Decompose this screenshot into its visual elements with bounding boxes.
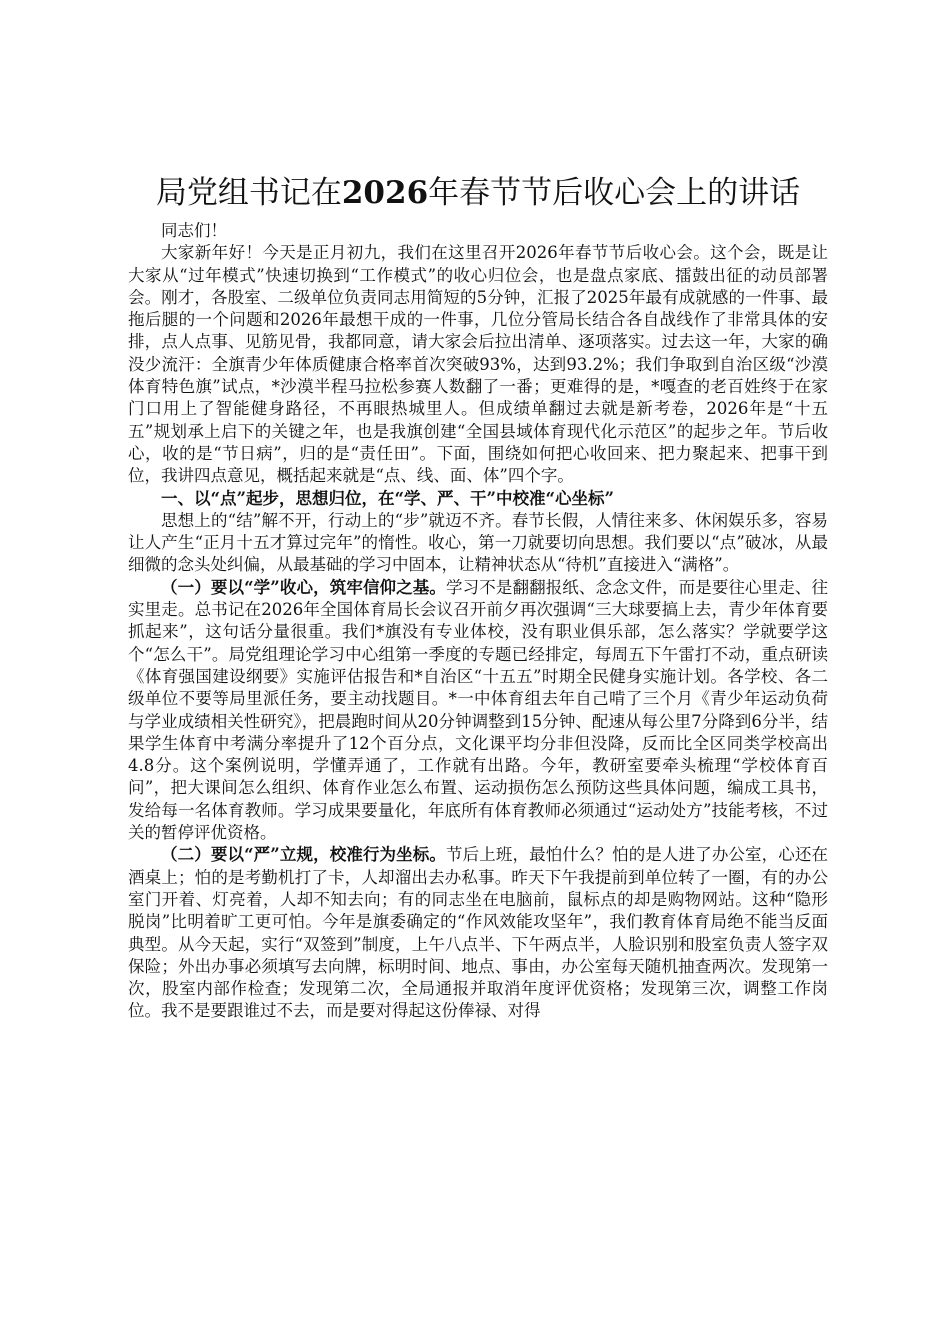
- title-part-2: 年春节节后收心会上的讲话: [428, 175, 801, 211]
- paragraph-study: [128, 577, 828, 845]
- salutation: 同志们！: [161, 221, 227, 240]
- title-part-1: 局党组书记在: [155, 175, 342, 211]
- title-year: 2026: [341, 175, 429, 211]
- subheading-study: （一）要以“学”收心，筑牢信仰之基。: [161, 577, 447, 597]
- paragraph-discipline: [128, 844, 828, 1022]
- paragraph-thought: 思想上的“结”解不开，行动上的“步”就迈不齐。春节长假，人情往来多、休闲娱乐多，容易让人产生“正月十五才算过完年”的惰性。收心，第一刀就要切向思想。我们要以“点”破冰，从最细微的念头处纠偏，从最基础的学习中固本，让精神状态从“待机”直接进入“满格”。: [128, 510, 828, 575]
- subheading-discipline: （二）要以“严”立规，校准行为坐标。: [161, 845, 447, 865]
- paragraph-opening: 大家新年好！今天是正月初九，我们在这里召开2026年春节节后收心会。这个会，既是让大家从“过年模式”快速切换到“工作模式”的收心归位会，也是盘点家底、擂鼓出征的动员部署会。刚才，各股室、二级单位负责同志用简短的5分钟，汇报了2025年最有成就感的一件事、最拖后腿的一个问题和2026年最想干成的一件事，几位分管局长结合各自战线作了非常具体的安排，点人点事、见筋见骨，我都同意，请大家会后拉出清单、逐项落实。过去这一年，大家的确没少流汗：全旗青少年体质健康合格率首次突破93%，达到93.2%；我们争取到自治区级“沙漠体育特色旗”试点，*沙漠半程马拉松参赛人数翻了一番；更难得的是，*嘎查的老百姓终于在家门口用上了智能健身路径，不再眼热城里人。但成绩单翻过去就是新考卷，2026年是“十五五”规划承上启下的关键之年，也是我旗创建“全国县域体育现代化示范区”的起步之年。节后收心，收的是“节日病”，归的是“责任田”。下面，围绕如何把心收回来、把力聚起来、把事干到位，我讲四点意见，概括起来就是“点、线、面、体”四个字。: [128, 243, 828, 486]
- document-content: [128, 170, 828, 1023]
- document-body: [128, 220, 828, 1023]
- paragraph-study-text: 学习不是翻翻报纸、念念文件，而是要往心里走、往实里走。总书记在2026年全国体育局长会议召开前夕再次强调“三大球要搞上去，青少年体育要抓起来”，这句话分量很重。我们*旗没有专业体校，没有职业俱乐部，怎么落实？学就要学这个“怎么干”。局党组理论学习中心组第一季度的专题已经排定，每周五下午雷打不动，重点研读《体育强国建设纲要》实施评估报告和*自治区“十五五”时期全民健身实施计划。各学校、各二级单位不要等局里派任务，要主动找题目。*一中体育组去年自己啃了三个月《青少年运动负荷与学业成绩相关性研究》，把晨跑时间从20分钟调整到15分钟、配速从每公里7分降到6分半，结果学生体育中考满分率提升了12个百分点，文化课平均分非但没降，反而比全区同类学校高出4.8分。这个案例说明，学懂弄通了，工作就有出路。今年，教研室要牵头梳理“学校体育百问”，把大课间怎么组织、体育作业怎么布置、运动损伤怎么预防这些具体问题，编成工具书，发给每一名体育教师。学习成果要量化，年底所有体育教师必须通过“运动处方”技能考核，不过关的暂停评优资格。: [128, 577, 828, 843]
- paragraph-discipline-text: 节后上班，最怕什么？怕的是人进了办公室，心还在酒桌上；怕的是考勤机打了卡，人却溜出去办私事。昨天下午我提前到单位转了一圈，有的办公室门开着、灯亮着，人却不知去向；有的同志坐在电脑前，鼠标点的却是购物网站。这种“隐形脱岗”比明着旷工更可怕。今年是旗委确定的“作风效能攻坚年”，我们教育体育局绝不能当反面典型。从今天起，实行“双签到”制度，上午八点半、下午两点半，人脸识别和股室负责人签字双保险；外出办事必须填写去向牌，标明时间、地点、事由，办公室每天随机抽查两次。发现第一次，股室内部作检查；发现第二次，全局通报并取消年度评优资格；发现第三次，调整工作岗位。我不是要跟谁过不去，而是要对得起这份俸禄、对得: [128, 845, 828, 1021]
- section-heading-1: 一、以“点”起步，思想归位，在“学、严、干”中校准“心坐标”: [161, 488, 614, 508]
- document-title: [128, 170, 828, 216]
